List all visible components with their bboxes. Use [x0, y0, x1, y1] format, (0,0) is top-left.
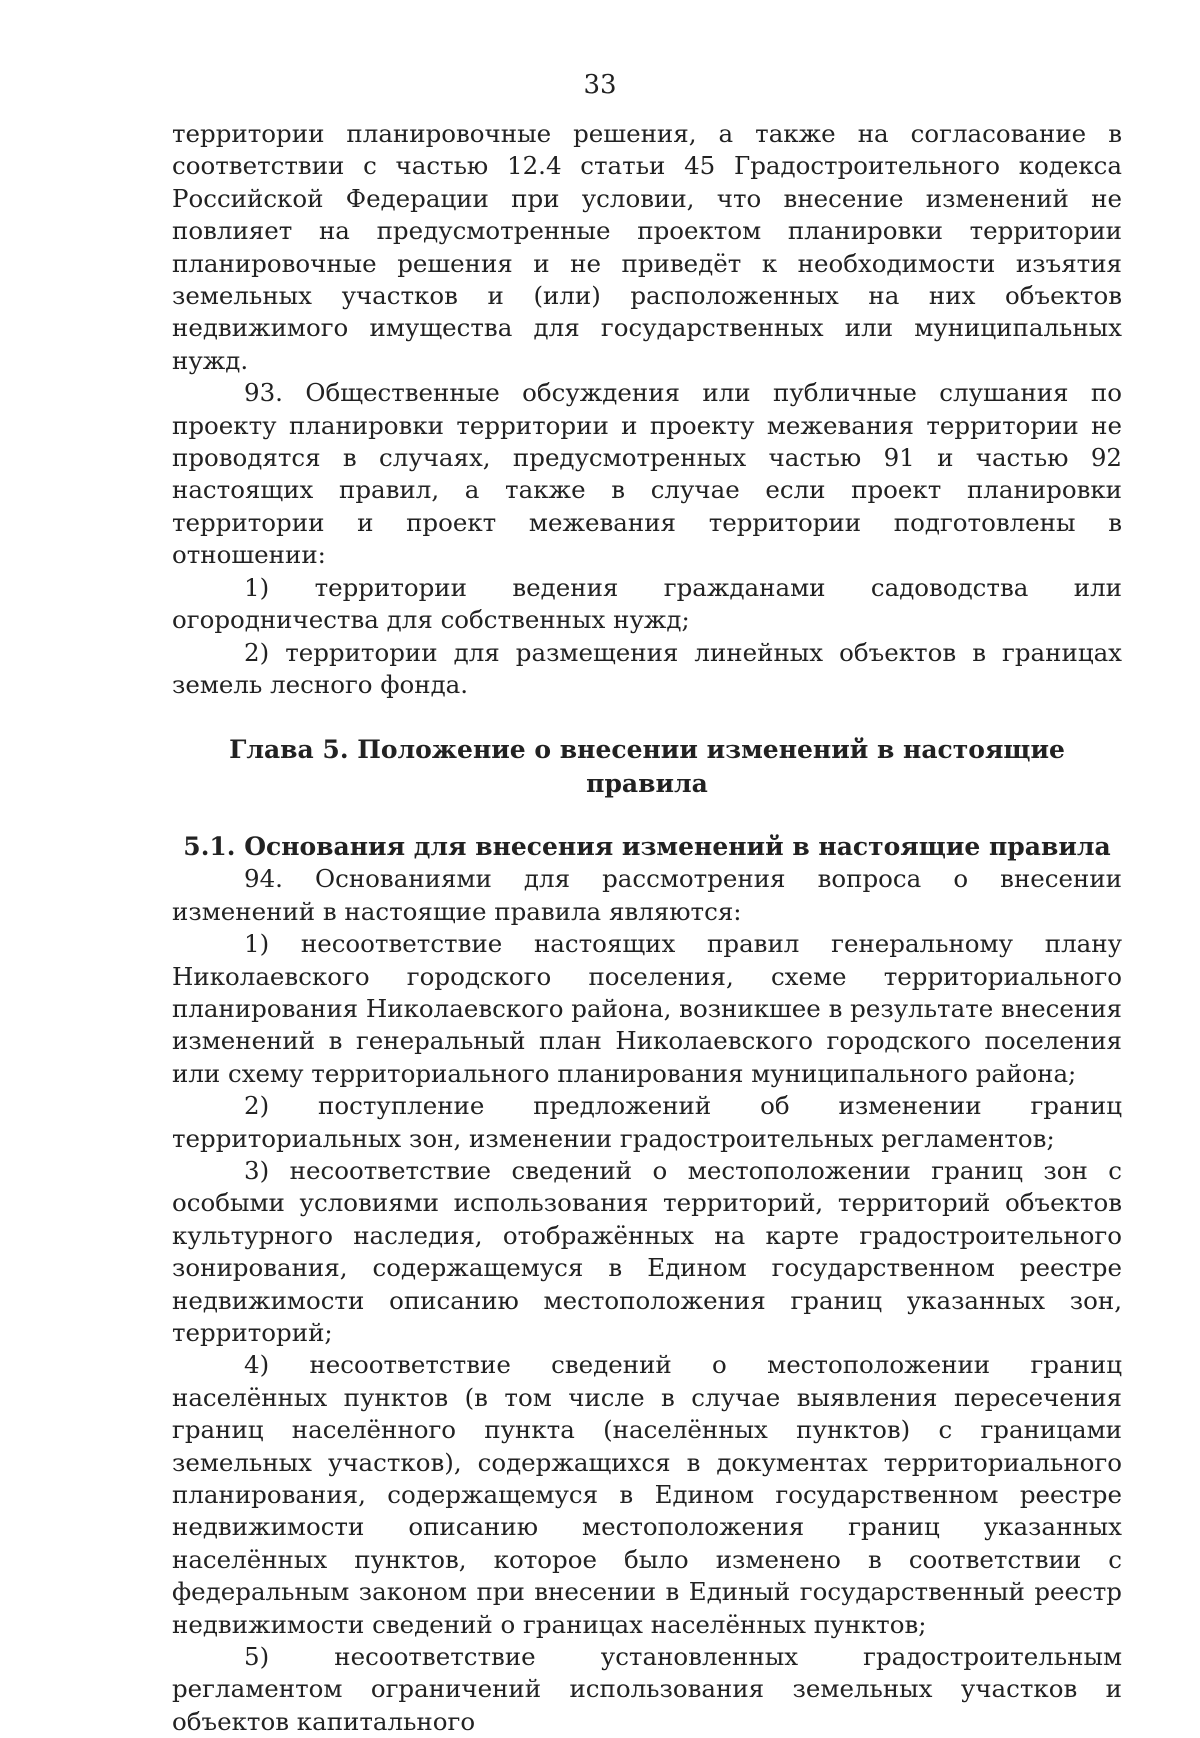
- list-item-93-1: 1) территории ведения гражданами садоводства или огородничества для собственных нужд;: [172, 572, 1122, 635]
- section-heading: 5.1. Основания для внесения изменений в настоящие правила: [183, 832, 1111, 862]
- document-body: [172, 118, 1122, 1738]
- paragraph-93: 93. Общественные обсуждения или публичные слушания по проекту планировки территории и проекту межевания территории не проводятся в случаях, предусмотренных частью 91 и частью 92 настоящих правил, а также в случае если проект планировки территории и проект межевания территории подготовлены в отношении:: [172, 378, 1122, 570]
- list-item-94-3: 3) несоответствие сведений о местоположении границ зон с особыми условиями использования территорий, территорий объектов культурного наследия, отображённых на карте градостроительного зонирования, содержащемуся в Едином государственном реестре недвижимости описанию местоположения границ указанных зон, территорий;: [172, 1155, 1122, 1347]
- list-item-94-4: 4) несоответствие сведений о местоположении границ населённых пунктов (в том числе в случае выявления пересечения границ населённого пункта (населённых пунктов) с границами земельных участков), содержащихся в документах территориального планирования, содержащемуся в Едином государственном реестре недвижимости описанию местоположения границ указанных населённых пунктов, которое было изменено в соответствии с федеральным законом при внесении в Единый государственный реестр недвижимости сведений о границах населённых пунктов;: [172, 1350, 1122, 1639]
- paragraph-continuation: территории планировочные решения, а также на согласование в соответствии с частью 12.4 статьи 45 Градостроительного кодекса Российской Федерации при условии, что внесение изменений не повлияет на предусмотренные проектом планировки территории планировочные решения и не приведёт к необходимости изъятия земельных участков и (или) расположенных на них объектов недвижимого имущества для государственных или муниципальных нужд.: [172, 119, 1122, 375]
- page-number: 33: [583, 70, 617, 100]
- list-item-94-5: 5) несоответствие установленных градостроительным регламентом ограничений использования земельных участков и объектов капитального: [172, 1642, 1122, 1736]
- paragraph-94: 94. Основаниями для рассмотрения вопроса о внесении изменений в настоящие правила являются:: [172, 864, 1122, 926]
- list-item-94-2: 2) поступление предложений об изменении границ территориальных зон, изменении градостроительных регламентов;: [172, 1091, 1122, 1153]
- list-item-93-2: 2) территории для размещения линейных объектов в границах земель лесного фонда.: [172, 637, 1122, 699]
- list-item-94-1: 1) несоответствие настоящих правил генеральному плану Николаевского городского поселения, схеме территориального планирования Николаевского района, возникшее в результате внесения изменений в генеральный план Николаевского городского поселения или схему территориального планирования муниципального района;: [172, 929, 1122, 1088]
- chapter-heading: Глава 5. Положение о внесении изменений в настоящие правила: [229, 735, 1065, 799]
